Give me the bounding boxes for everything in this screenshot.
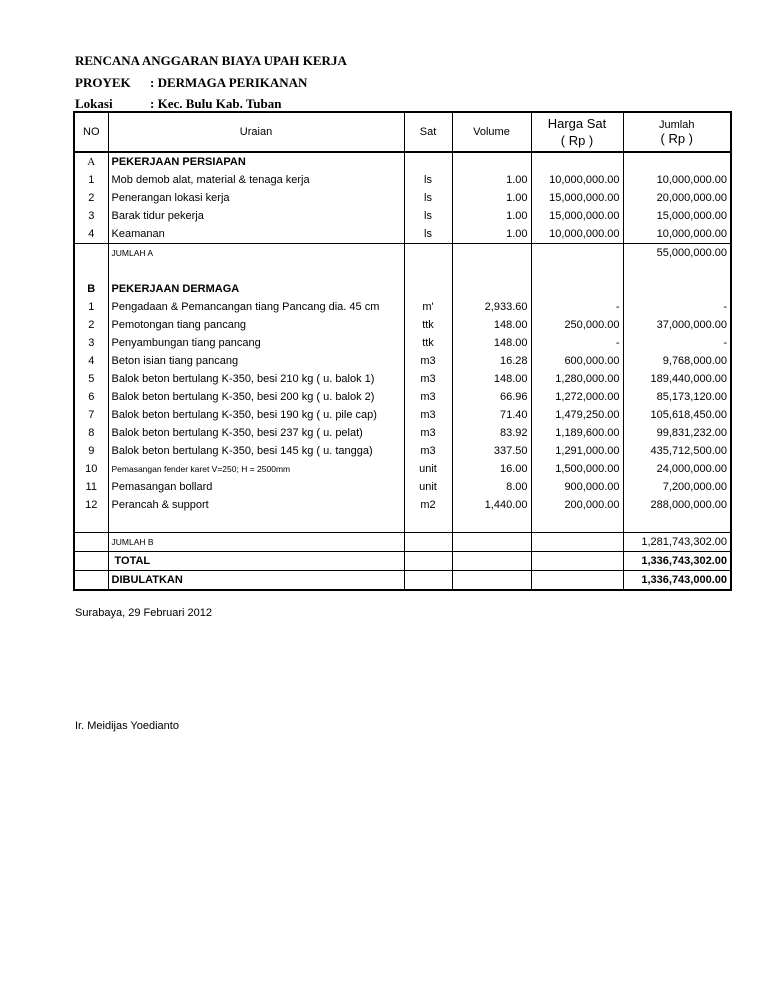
row-sat: ttk (404, 316, 452, 334)
proyek-label: PROYEK (75, 75, 131, 90)
table-row (74, 207, 731, 225)
section-b-code: B (74, 280, 108, 298)
table-row (74, 171, 731, 189)
col-sat-header: Sat (404, 112, 452, 152)
row-sat: m3 (404, 388, 452, 406)
row-harga: - (531, 298, 623, 316)
table-row (74, 298, 731, 316)
spacer-row (74, 514, 731, 533)
row-sat: m3 (404, 424, 452, 442)
spacer-row (74, 262, 731, 280)
row-sat: m3 (404, 352, 452, 370)
proyek-value: : DERMAGA PERIKANAN (150, 75, 308, 90)
row-volume: 148.00 (452, 370, 531, 388)
row-harga: 10,000,000.00 (531, 171, 623, 189)
row-no: 4 (74, 352, 108, 370)
row-uraian: Balok beton bertulang K-350, besi 145 kg ( u. tangga) (108, 442, 404, 460)
row-harga: 200,000.00 (531, 496, 623, 514)
row-jumlah: 10,000,000.00 (623, 171, 731, 189)
row-jumlah: 10,000,000.00 (623, 225, 731, 244)
row-volume: 337.50 (452, 442, 531, 460)
total-value: 1,336,743,302.00 (623, 552, 731, 571)
section-b-title-row (74, 280, 731, 298)
table-row (74, 478, 731, 496)
row-sat: ls (404, 171, 452, 189)
row-uraian: Penerangan lokasi kerja (108, 189, 404, 207)
row-uraian: Beton isian tiang pancang (108, 352, 404, 370)
table-header-row (74, 112, 731, 152)
row-volume: 2,933.60 (452, 298, 531, 316)
row-uraian: Perancah & support (108, 496, 404, 514)
row-no: 10 (74, 460, 108, 478)
section-a (74, 152, 731, 171)
table-row (74, 442, 731, 460)
col-uraian-header: Uraian (108, 112, 404, 152)
row-sat: ls (404, 225, 452, 244)
table-row (74, 406, 731, 424)
rounded-label: DIBULATKAN (108, 571, 404, 591)
row-volume: 1,440.00 (452, 496, 531, 514)
table-row (74, 316, 731, 334)
row-harga: 250,000.00 (531, 316, 623, 334)
row-uraian: Balok beton bertulang K-350, besi 200 kg ( u. balok 2) (108, 388, 404, 406)
row-sat: m3 (404, 442, 452, 460)
row-no: 11 (74, 478, 108, 496)
row-no: 6 (74, 388, 108, 406)
row-no: 1 (74, 171, 108, 189)
row-uraian: Balok beton bertulang K-350, besi 237 kg ( u. pelat) (108, 424, 404, 442)
summary-rows (74, 514, 731, 590)
col-volume-header: Volume (452, 112, 531, 152)
table-row (74, 225, 731, 244)
lokasi-line (75, 96, 282, 112)
col-harga-unit: ( Rp ) (560, 133, 594, 148)
row-jumlah: 189,440,000.00 (623, 370, 731, 388)
jumlah-b-row (74, 533, 731, 552)
row-uraian: Pengadaan & Pemancangan tiang Pancang dia. 45 cm (108, 298, 404, 316)
row-jumlah: - (623, 298, 731, 316)
row-volume: 148.00 (452, 316, 531, 334)
row-no: 5 (74, 370, 108, 388)
row-harga: 10,000,000.00 (531, 225, 623, 244)
row-harga: 1,500,000.00 (531, 460, 623, 478)
row-sat: m' (404, 298, 452, 316)
row-volume: 1.00 (452, 225, 531, 244)
section-a-title: PEKERJAAN PERSIAPAN (108, 152, 404, 171)
row-jumlah: 85,173,120.00 (623, 388, 731, 406)
row-volume: 1.00 (452, 189, 531, 207)
row-sat: m3 (404, 370, 452, 388)
rounded-value: 1,336,743,000.00 (623, 571, 731, 591)
row-harga: 1,479,250.00 (531, 406, 623, 424)
row-jumlah: 24,000,000.00 (623, 460, 731, 478)
lokasi-value: : Kec. Bulu Kab. Tuban (150, 96, 282, 111)
row-jumlah: 37,000,000.00 (623, 316, 731, 334)
row-harga: 900,000.00 (531, 478, 623, 496)
col-harga-header (531, 112, 623, 152)
row-no: 4 (74, 225, 108, 244)
row-jumlah: 435,712,500.00 (623, 442, 731, 460)
row-volume: 1.00 (452, 207, 531, 225)
row-sat: unit (404, 478, 452, 496)
row-jumlah: - (623, 334, 731, 352)
row-jumlah: 99,831,232.00 (623, 424, 731, 442)
row-volume: 1.00 (452, 171, 531, 189)
row-uraian: Keamanan (108, 225, 404, 244)
table-row (74, 460, 731, 478)
budget-table (73, 111, 732, 591)
signatory-name: Ir. Meidijas Yoediantо (75, 720, 179, 732)
row-harga: 1,272,000.00 (531, 388, 623, 406)
table-row (74, 424, 731, 442)
row-jumlah: 105,618,450.00 (623, 406, 731, 424)
row-volume: 8.00 (452, 478, 531, 496)
row-no: 7 (74, 406, 108, 424)
row-harga: 1,280,000.00 (531, 370, 623, 388)
row-volume: 83.92 (452, 424, 531, 442)
section-b-rows (74, 298, 731, 514)
place-date: Surabaya, 29 Februari 2012 (75, 607, 212, 619)
row-no: 1 (74, 298, 108, 316)
row-harga: 15,000,000.00 (531, 189, 623, 207)
col-harga-label: Harga Sat (547, 116, 607, 131)
row-no: 12 (74, 496, 108, 514)
row-uraian: Pemasangan fender karet V=250; H = 2500mm (108, 460, 404, 478)
section-b-title: PEKERJAAN DERMAGA (108, 280, 404, 298)
row-no: 8 (74, 424, 108, 442)
jumlah-a-row (74, 244, 731, 263)
jumlah-a-label: JUMLAH A (108, 244, 404, 263)
row-harga: 15,000,000.00 (531, 207, 623, 225)
table-row (74, 189, 731, 207)
table-row (74, 388, 731, 406)
row-sat: ls (404, 189, 452, 207)
row-harga: - (531, 334, 623, 352)
row-jumlah: 9,768,000.00 (623, 352, 731, 370)
row-volume: 148.00 (452, 334, 531, 352)
row-sat: unit (404, 460, 452, 478)
row-sat: ls (404, 207, 452, 225)
row-volume: 16.00 (452, 460, 531, 478)
row-uraian: Pemasangan bollard (108, 478, 404, 496)
jumlah-a-value: 55,000,000.00 (623, 244, 731, 263)
row-uraian: Balok beton bertulang K-350, besi 210 kg ( u. balok 1) (108, 370, 404, 388)
row-uraian: Mob demob alat, material & tenaga kerja (108, 171, 404, 189)
row-volume: 71.40 (452, 406, 531, 424)
document-title: RENCANA ANGGARAN BIAYA UPAH KERJA (75, 53, 347, 68)
table-row (74, 370, 731, 388)
row-jumlah: 15,000,000.00 (623, 207, 731, 225)
row-uraian: Pemotongan tiang pancang (108, 316, 404, 334)
proyek-line (75, 75, 308, 91)
row-no: 2 (74, 189, 108, 207)
row-uraian: Barak tidur pekerja (108, 207, 404, 225)
total-label: TOTAL (108, 552, 404, 571)
row-jumlah: 20,000,000.00 (623, 189, 731, 207)
row-sat: m3 (404, 406, 452, 424)
table-row (74, 496, 731, 514)
row-uraian: Penyambungan tiang pancang (108, 334, 404, 352)
col-jumlah-header (623, 112, 731, 152)
total-row (74, 552, 731, 571)
section-a-title-row (74, 152, 731, 171)
row-sat: ttk (404, 334, 452, 352)
row-jumlah: 288,000,000.00 (623, 496, 731, 514)
rounded-row (74, 571, 731, 591)
table-row (74, 352, 731, 370)
section-a-total (74, 244, 731, 299)
col-no-header: NO (74, 112, 108, 152)
row-harga: 600,000.00 (531, 352, 623, 370)
jumlah-b-label: JUMLAH B (108, 533, 404, 552)
row-volume: 66.96 (452, 388, 531, 406)
row-no: 2 (74, 316, 108, 334)
row-volume: 16.28 (452, 352, 531, 370)
section-a-rows (74, 171, 731, 244)
col-jumlah-label: Jumlah (659, 119, 695, 131)
lokasi-label: Lokasi (75, 96, 113, 111)
table-row (74, 334, 731, 352)
col-jumlah-unit: ( Rp ) (660, 131, 693, 146)
section-a-code: A (74, 152, 108, 171)
row-sat: m2 (404, 496, 452, 514)
row-no: 3 (74, 334, 108, 352)
row-harga: 1,291,000.00 (531, 442, 623, 460)
row-no: 9 (74, 442, 108, 460)
row-harga: 1,189,600.00 (531, 424, 623, 442)
jumlah-b-value: 1,281,743,302.00 (623, 533, 731, 552)
row-no: 3 (74, 207, 108, 225)
row-jumlah: 7,200,000.00 (623, 478, 731, 496)
row-uraian: Balok beton bertulang K-350, besi 190 kg ( u. pile cap) (108, 406, 404, 424)
